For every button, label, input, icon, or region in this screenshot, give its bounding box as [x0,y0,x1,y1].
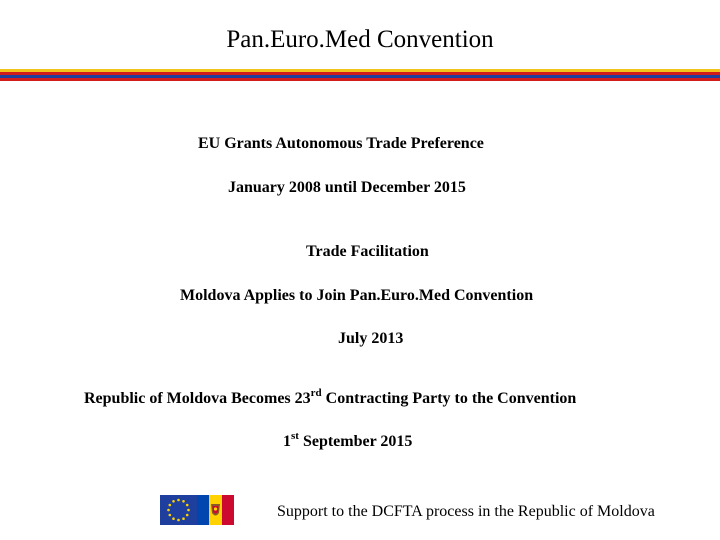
eu-preference-period: January 2008 until December 2015 [228,179,466,196]
trade-facilitation-heading: Trade Facilitation [306,243,429,260]
divider-stripe-red-bottom [0,78,720,81]
footer-caption: Support to the DCFTA process in the Republic of Moldova [277,503,655,520]
moldova-flag-icon [197,495,234,525]
tricolor-divider [0,69,720,83]
contracting-party-heading [84,386,577,409]
contracting-date-day: 1 [283,433,291,450]
contracting-date-ordinal: st [291,429,299,442]
flags-logo [160,495,234,525]
eu-flag-icon [160,495,197,525]
contracting-date-rest: September 2015 [298,433,413,450]
contracting-text-pre: Republic of Moldova Becomes 23 [84,390,311,407]
contracting-date [283,429,413,452]
contracting-ordinal: rd [310,386,322,399]
application-heading: Moldova Applies to Join Pan.Euro.Med Convention [180,287,534,304]
application-date: July 2013 [338,330,404,347]
contracting-text-post: Contracting Party to the Convention [321,390,577,407]
eu-preference-heading: EU Grants Autonomous Trade Preference [198,135,484,152]
page-title: Pan.Euro.Med Convention [226,26,494,53]
